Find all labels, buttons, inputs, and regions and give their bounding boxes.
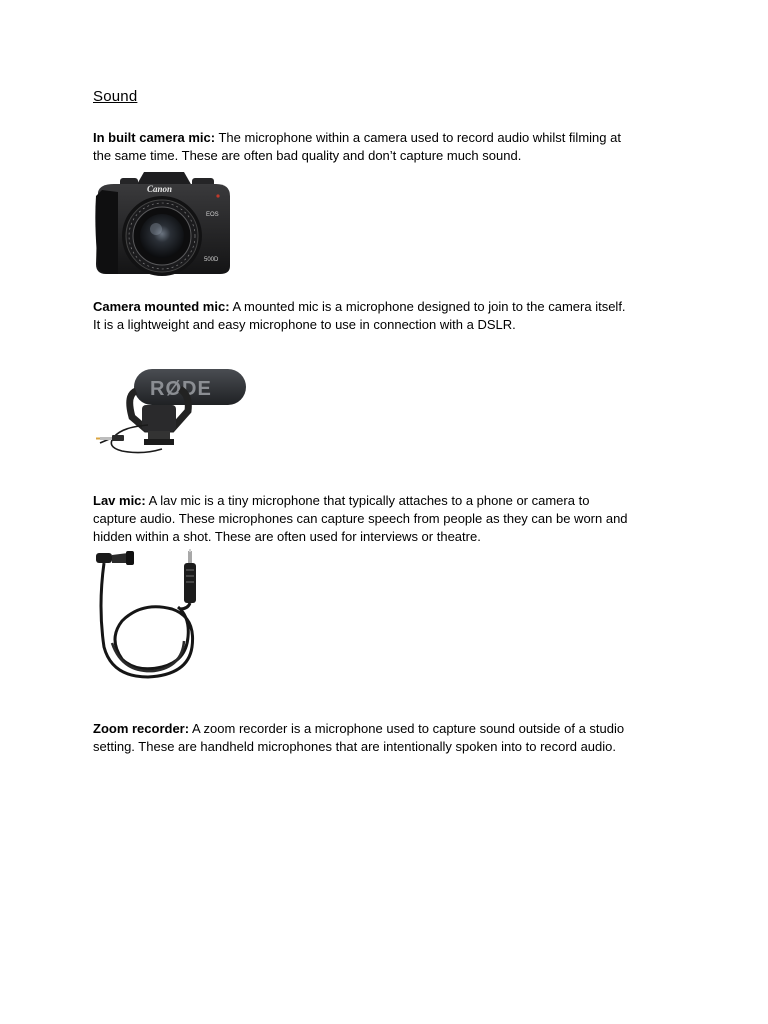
camera-mounted-mic-paragraph <box>93 298 693 334</box>
paragraph-line <box>93 720 693 738</box>
paragraph-line <box>93 129 693 147</box>
paragraph-line: the same time. These are often bad quality and don’t capture much sound. <box>93 148 522 163</box>
mic-brand-label: RØDE <box>150 378 212 400</box>
term-label: Lav mic: <box>93 493 146 508</box>
definition-text: A zoom recorder is a microphone used to capture sound outside of a studio <box>189 721 625 736</box>
page-heading: Sound <box>93 88 138 105</box>
paragraph-line: capture audio. These microphones can capture speech from people as they can be worn and <box>93 511 628 526</box>
definition-text: The microphone within a camera used to record audio whilst filming at <box>215 130 621 145</box>
shotgun-microphone-icon <box>92 355 252 473</box>
paragraph-line: hidden within a shot. These are often used for interviews or theatre. <box>93 529 481 544</box>
dslr-camera-icon <box>92 166 234 282</box>
zoom-recorder-paragraph <box>93 720 693 756</box>
term-label: Camera mounted mic: <box>93 299 230 314</box>
term-label: In built camera mic: <box>93 130 216 145</box>
camera-model-number: 500D <box>204 257 219 263</box>
lavalier-microphone-icon <box>92 547 212 683</box>
definition-text: A mounted mic is a microphone designed to join to the camera itself. <box>229 299 626 314</box>
inbuilt-camera-mic-paragraph <box>93 129 693 165</box>
camera-model-badge: EOS <box>206 212 219 218</box>
camera-brand-label: Canon <box>147 184 173 194</box>
lav-mic-paragraph <box>93 492 693 546</box>
paragraph-line: setting. These are handheld microphones that are intentionally spoken into to record audio. <box>93 739 616 754</box>
paragraph-line <box>93 298 693 316</box>
term-label: Zoom recorder: <box>93 721 190 736</box>
paragraph-line <box>93 492 693 510</box>
paragraph-line: It is a lightweight and easy microphone to use in connection with a DSLR. <box>93 317 516 332</box>
definition-text: A lav mic is a tiny microphone that typically attaches to a phone or camera to <box>145 493 590 508</box>
